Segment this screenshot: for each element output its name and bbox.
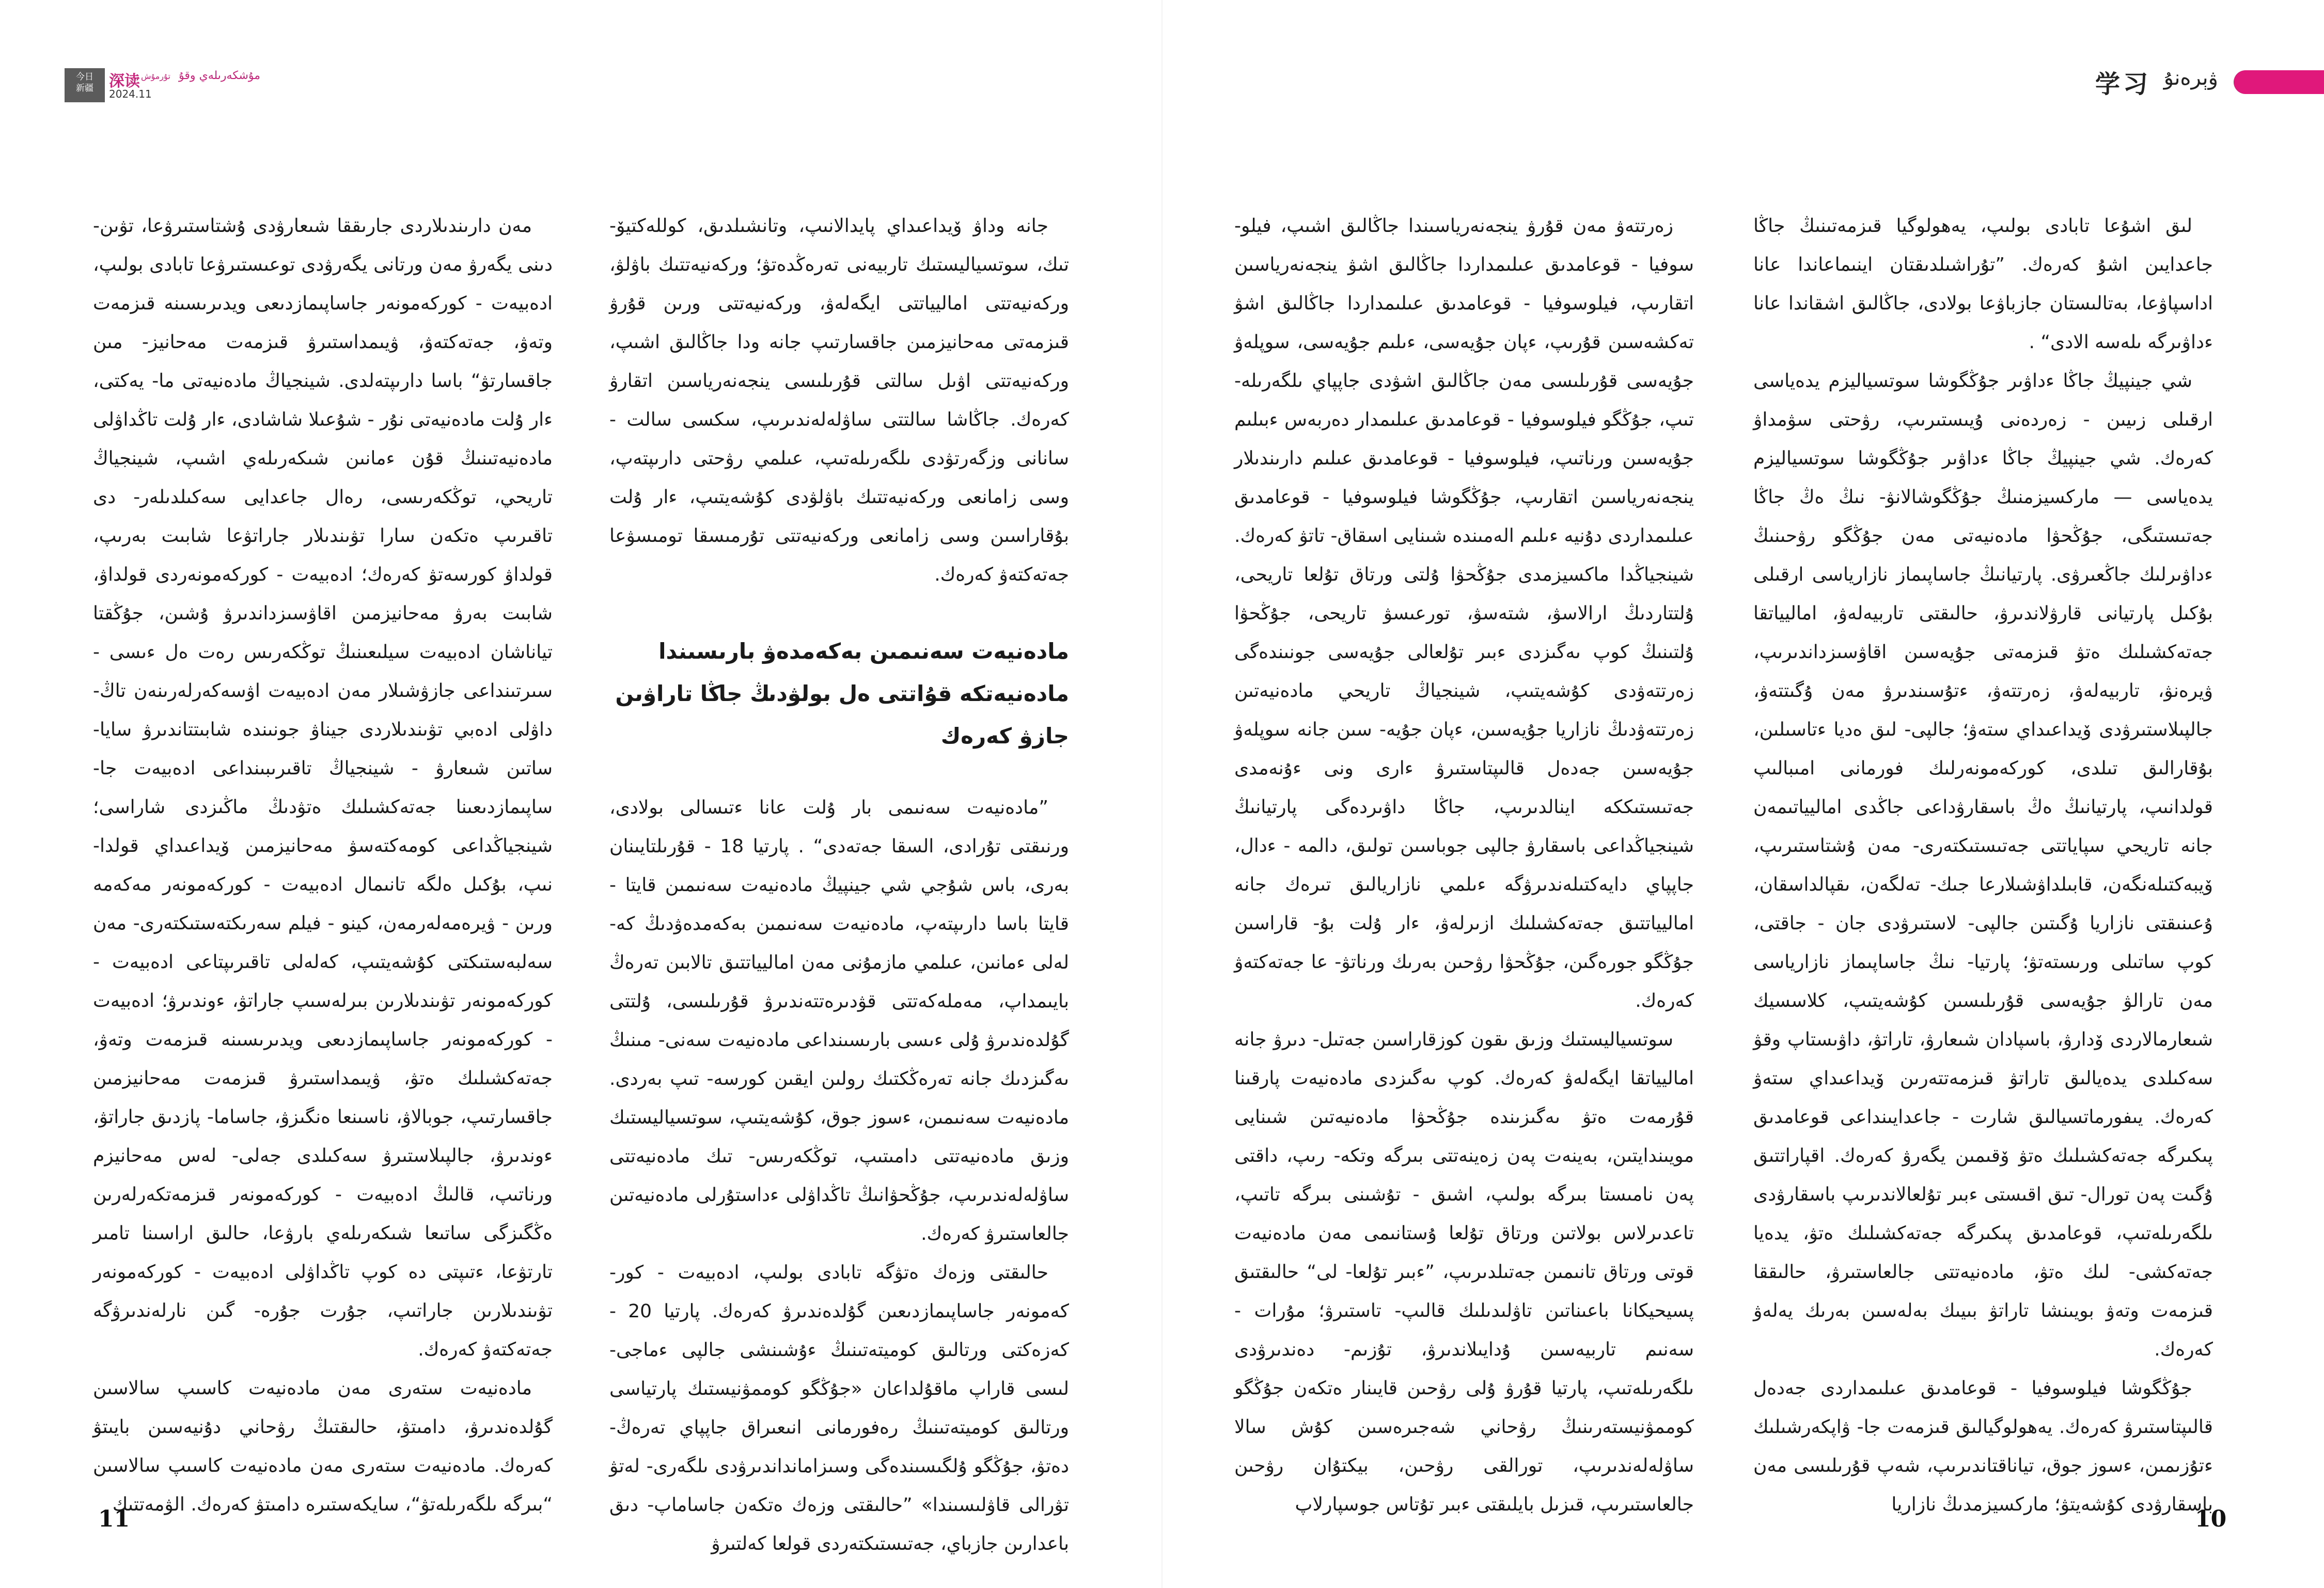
paragraph: مادەنيەت ستەرى مەن مادەنيەت كاسىپ سالاسىن گۇلدەندىرۋ، دامىتۋ، حالىقتىڭ رۋحاني دۇنيەسىن بايىتۋ كەرەك. مادەنيەت ستەرى مەن مادەنيەت كاسىپ سالاسىن “بىرگە ىلگەرىلەتۋ“، سايكەستىرە دامىتۋ كەرەك. الۋمەتتىك xyxy=(93,1378,553,1515)
page-number-left: 11 xyxy=(98,1506,130,1532)
section-title-cn: 深读 xyxy=(109,72,140,90)
magazine-logo xyxy=(65,68,105,102)
text-column-4 xyxy=(93,207,553,1524)
section-title-ug: مۇشكەرىلەي وقۇ xyxy=(179,69,261,82)
text-column-1 xyxy=(1753,207,2213,1524)
paragraph: ”مادەنيەت سەنىمى بار ۇلت عانا ءتىسالى بولادى، ورنىقتى تۇرادى، السقا جەتەدى“ . پارتيا 18 - قۇرىلتايىنان بەرى، باس شۇجي شي جينپيڭ مادەنيەت سەنىمىن قايتا - قايتا باسا دارىپتەپ، مادەنيەت سەنىمىن بەكەمدەۋدىڭ كە- لەلى ءمانىن، عىلمي مازمۇنى مەن اماليياتتىق تالابىن تەرەڭ بايىمداپ، مەملەكەتتى قۋدىرەتتەندىرۋ قۇرىلىسى، ۇلتتى گۇلدەندىرۋ ۇلى ءىسى بارىسىنداعى مادەنيەت سەنى- مىنىڭ ىەگىزدىك جانە تەرەڭكتىك رولىن ايقىن كورسە- تىپ بەردى. مادەنيەت سەنىمىن، ءسوز جوق، كۇشەيتىپ، سوتسياليستىك وزىق مادەنيەتتى دامىتىپ، توڭكەرىس- تىك مادەنيەتتى ساۋلەلەندىرىپ، جۇڭحۋانىڭ تاڭداۋلى ءداستۇرلى مادەنيەتىن جالعاستىرۋ كەرەك. xyxy=(609,797,1069,1244)
paragraph: زەرتتەۋ مەن قۇرۋ ينجەنەرياسىندا جاڭالىق اشىپ، فيلو- سوفيا - قوعامدىق عىلىمداردا جاڭالىق اشۋ ينجەنەرياسىن اتقارىپ، فيلوسوفيا - قوعامدىق عىلىمداردا جاڭالىق اشۋ تەكشەسىن قۇرىپ، ءپان جۇيەسى، ءىلىم جۇيەسى، سوپلەۋ جۇيەسى قۇرىلىسى مەن جاڭالىق اشۋدى جاپپاي ىلگەرىلە- تىپ، جۇڭگو فيلوسوفيا - قوعامدىق عىلىمدار دەربەس ءبىلىم جۇيەسىن ورناتىپ، فيلوسوفيا - قوعامدىق عىلىم دارىندىلار ينجەنەرياسىن اتقارىپ، جۇڭگوشا فيلوسوفيا - قوعامدىق عىلىمداردى دۇنيە ءىلىم الەمىندە شىنايى اسقاق- تاتۋ كەرەك. شينجياڭدا ماكسيزمدى جۇڭحۋا ۇلتى ورتاق تۇلعا تاريحى، ۇلتتاردىڭ ارالاسۋ، شتەسۋ، تورعىسۋ تاريحى، جۇڭحۋا ۇلتىنىڭ كوپ ىەگىزدى ءبىر تۇلعالى جۇيەسى جونىندەگى زەرتتەۋدى كۇشەيتىپ، شينجياڭ تاريحي مادەنيەتىن زەرتتەۋدىڭ نازاريا جۇيەسىن، ءپان جۇيە- سىن جانە سوپلەۋ جۇيەسىن جەدەل قالىپتاستىرۋ ءارى ونى ءۇنەمدى جەتىستىككە اينالدىرىپ، جاڭا داۋىردەگى پارتيانىڭ شينجياڭداعى باسقارۋ جالپى جوباسىن تولىق، دالمە - ءدال، جاپپاي دايەكتىلەندىرۋگە ءىلمي نازاريالىق تىرەك جانە اماليياتتىق جەتەكشىلىك ازىرلەۋ، ءار ۇلت بۇ- قاراسىن جۇڭگو جورەگىن، جۇڭحۋا رۋحىن بەرىك ورناتۋ- عا جەتەكتەۋ كەرەك. xyxy=(1234,215,1694,1011)
left-page-header xyxy=(65,68,292,104)
section-title-small: تۇرمۇش xyxy=(141,71,170,81)
logo-line-1: 今日 xyxy=(76,72,93,82)
section-heading: مادەنيەت سەنىمىن بەكەمدەۋ بارىسىندا مادەنيەتكە قۇاتتى ەل بولۋدىڭ جاڭا تاراۋىن جازۋ كەرەك xyxy=(615,639,1069,749)
right-page-header xyxy=(2014,62,2324,98)
logo-line-2: 新疆 xyxy=(76,83,93,94)
section-color-tab xyxy=(2234,70,2324,94)
section-label-cn: 学习 xyxy=(2095,70,2151,99)
section-label-ug: ۋېرەنۇ xyxy=(2163,66,2218,90)
issue-date: 2024.11 xyxy=(109,88,152,100)
paragraph: حالىقتى وزەك ەتۋگە تابادى بولىپ، ادەبيەت - كور- كەمونەر جاساپىمازدىعىن گۇلدەندىرۋ كەرەك. پارتيا 20 - كەزەكتى ورتالىق كوميتەتىنىڭ ءۇشىنشى جالپى ءماجى- لىسى قاراپ ماقۇلداعان «جۇڭگو كوممۋنيستىك پارتياسى ورتالىق كوميتەتىنىڭ رەفورمانى انىعىراق جاپپاي تەرەڭ- دەتۋ، جۇڭگو ۇلگىسىندەگى وسىزامانداندىرۋدى ىلگەرى- لەتۋ تۋرالى قاۋلىسىندا» ”حالىقتى وزەك ەتكەن جاساماپ- دىق باعدارىن جازباي، جەتىستىكتەردى قولعا كەلتىرۋ xyxy=(609,1262,1069,1554)
text-column-2 xyxy=(1234,207,1694,1524)
page-gutter xyxy=(1161,0,1163,1588)
paragraph: لىق اشۇعا تابادى بولىپ، يەھولوگيا قىزمەتىنىڭ جاڭا جاعدايىن اشۇ كەرەك. ”تۇراشىلدىقتان اينىماعاندا عانا اداسپاۋعا، بەتالىستان جازباۋعا بولادى، جاڭالىق اشقاندا عانا ءداۋىرگە ىلەسە الادى“ . xyxy=(1753,215,2213,353)
text-column-3 xyxy=(609,207,1069,1563)
paragraph: جانە وداۋ ۆيداعىداي پايدالانىپ، وتانشىلدىق، كوللەكتيۆ- تىك، سوتسياليستىك تاربيەنى تەرەڭدەتۋ؛ وركەنيەتتىك باۋلۋ، وركەنيەتتى اماليياتتى ايگەلەۋ، وركەنيەتتى ورىن قۇرۋ قىزمەتى مەحانيزمىن جاقسارتىپ جانە ودا جاڭالىق اشىپ، وركەنيەتتى اۋىل سالتى قۇرىلىسى ينجەنەرياسىن اتقارۋ كەرەك. جاڭاشا سالتتى ساۋلەلەندىرىپ، سكسى سالت - سانانى وزگەرتۋدى ىلگەرىلەتىپ، عىلمي رۋحتى دارىپتەپ، وسى زامانعى وركەنيەتتىك باۋلۋدى كۇشەيتىپ، ءار ۇلت بۇقاراسىن وسى زامانعى وركەنيەتتى تۇرمىسقا تومىسۋعا جەتەكتەۋ كەرەك. xyxy=(609,215,1069,585)
page-number-right: 10 xyxy=(2195,1506,2227,1532)
paragraph: مەن دارىندىلاردى جارىققا شىعارۋدى ۇشتاستىرۋعا، تۋىن- دىنى يگەرۋ مەن ورتانى يگەرۋدى توعىستىرۋعا تابادى بولىپ، ادەبيەت - كوركەمونەر جاساپىمازدىعى ويدىرىسىنە قىزمەت وتەۋ، جەتەكتەۋ، ۋيىمداستىرۋ قىزمەت مەحانيز- مىن جاقسارتۋ“ باسا دارىپتەلدى. شينجياڭ مادەنيەتى ما- يەكتى، ءار ۇلت مادەنيەتى نۇر - شۇعىلا شاشادى، ءار ۇلت تاڭداۋلى مادەنيەتىنىڭ قۇن ءمانىن شىكەرىلەي اشىپ، شينجياڭ تاريحي، توڭكەرىسى، رەال جاعدايى سەكىلدىلەر- دى تاقىرىپ ەتكەن سارا تۋىندىلار جاراتۋعا شابىت بەرىپ، قولداۋ كورسەتۋ كەرەك؛ ادەبيەت - كوركەمونەردى قولداۋ، شابىت بەرۋ مەحانيزمىن اقاۋسىزداندىرۋ ۇشىن، جۇڭقتا تياناشان ادەبيەت سيلىعىنىڭ توڭكەرىس رەت ەل ءىسى - سىرتىنداعى جازۋشىلار مەن ادەبيەت اۋسەكەرلەرىنەن تاڭ- داۋلى ادەبي تۋىندىلاردى جيناۋ جونىندە شابىتتاندىرۋ سايا- ساتىن شىعارۋ - شينجياڭ تاقىرىبىنداعى ادەبيەت جا- ساپىمازدىعىنا جەتەكشىلىك ەتۋدىڭ ماڭىزدى شاراسى؛ شينجياڭداعى كومەكتەسۋ مەحانيزمىن ۆيداعىداي قولدا- نىپ، بۇكىل ەلگە تانىمال ادەبيەت - كوركەمونەر مەكەمە ورىن - ۋيرەمەلەرمەن، كينو - فيلم سەرىكتەستىكتەرى- مەن سەلبەستىكتى كۇشەيتىپ، كەلەلى تاقىرىپتاعى ادەبيەت - كوركەمونەر تۋىندىلارىن بىرلەسىپ جاراتۋ، ءوندىرۋ؛ ادەبيەت - كوركەمونەر جاساپىمازدىعى ويدىرىسىنە قىزمەت وتەۋ، جەتەكشىلىك ەتۋ، ۋيىمداستىرۋ قىزمەت مەحانيزمىن جاقسارتىپ، جوبالاۋ، ناسىنعا ەنگىزۋ، جاساما- پازدىق جاراتۋ، ءوندىرۋ، جالپىلاستىرۋ سەكىلدى جەلى- لەس مەحانيزم ورناتىپ، قالىڭ ادەبيەت - كوركەمونەر قىزمەتكەرلەرىن ەڭگىزگى ساتىعا شىكەرىلەي بارۋعا، حالىق اراسىنا تامىر تارتۋعا، ءتىپتى دە كوپ تاڭداۋلى ادەبيەت - كوركەمونەر تۋىندىلارىن جاراتىپ، جۇرت جۇرە- گىن نارلەندىرۋگە جەتەكتەۋ كەرەك. xyxy=(93,215,553,1360)
paragraph: سوتسياليستىك وزىق ىقون كوزقاراسىن جەتىل- دىرۋ جانە اماليياتقا ايگەلەۋ كەرەك. كوپ ىەگىزدى مادەنيەت پارقىنا قۇرمەت ەتۋ ىەگىزىندە جۇڭحۋا مادەنيەتىن شىنايى مويىندايتىن، بەينەت پەن زەينەتتى بىرگە وتكە- رىپ، داقتى پەن نامىستا بىرگە بولىپ، اشىق - تۇشىنى بىرگە تاتىپ، تاعدىرلاس بولاتىن ورتاق تۇلعا ۇستانىمى مەن مادەنيەت قوتى ورتاق تانىمىن جەتىلدىرىپ، ”ءبىر تۇلعا- لى“ حالىقتىق پسيحيكانا باعىناتىن تاۋلىدىلىك قالىپ- تاستىرۋ؛ مۇرات - سەنىم تاربيەسىن ۇدايىلاندىرۋ، تۇزىم- دەندىرۋدى ىلگەرىلەتىپ، پارتيا قۇرۋ ۇلى رۋحىن قايىنار ەتكەن جۇڭگو كوممۋنيستەرىنىڭ رۋحاني شەجىرەسىن كۇش سالا ساۋلەلەندىرىپ، تورالقى رۋحىن، بيكتۇان رۋحىن جالعاستىرىپ، قىزىل بايلىقتى ءبىر تۇتاس جوسپارلاپ xyxy=(1234,1029,1694,1515)
paragraph: جۇڭگوشا فيلوسوفيا - قوعامدىق عىلىمداردى جەدەل قالىپتاستىرۋ كەرەك. يەھولوگيالىق قىزمەت جا- ۋاپكەرشىلىك ءتۇزىمىن، ءسوز جوق، تياناقتاندىرىپ، شەپ قۇرىلىسى مەن باسقارۋدى كۇشەيتۋ؛ ماركسيزمدىڭ نازاريا xyxy=(1753,1378,2213,1515)
paragraph: شي جينپيڭ جاڭا ءداۋىر جۇڭگوشا سوتسياليزم يدەياسى ارقىلى زىيىن - زەردەنى ۇيىستىرىپ، رۋحتى سۋمداۋ كەرەك. شي جينپيڭ جاڭا ءداۋىر جۇڭگوشا سوتسياليزم يدەياسى — ماركسيزمنىڭ جۇڭگوشالانۋ- نىڭ ەڭ جاڭا جەتىستىگى، جۇڭحۋا مادەنيەتى مەن جۇڭگو رۋحىنىڭ ءداۋىرلىك جاڭعىرۋى. پارتيانىڭ جاساپىماز نازارياسى ارقىلى بۇكىل پارتيانى قارۋلاندىرۋ، حالىقتى تاربيەلەۋ، اماليياتقا جەتەكشىلىك ەتۋ قىزمەتى جۇيەسىن اقاۋسىزداندىرىپ، ۋيرەنۋ، تاربيەلەۋ، زەرتتەۋ، ءتۇسىندىرۋ مەن ۇگىتتەۋ، جالپىلاستىرۋدى ۆيداعىداي ستەۋ؛ جالپى- لىق ەديا ءتاسىلىن، بۇقارالىق تىلدى، كوركەمونەرلىك فورمانى امىبالىپ قولدانىپ، پارتيانىڭ ەڭ باسقارۋداعى جاڭدى اماليياتىمەن جانە تاريحي سپاياتتى جەتىستىكتەرى- مەن ۇشتاستىرىپ، ۆيبەكتىلەنگەن، قابىلداۋشىلارعا جىك- تەلگەن، ىقپالداسقان، ۇعىنىقتى نازاريا ۇگىتىن جالپى- لاستىرۋدى جان - جاقتى، كوپ ساتىلى ورىستەتۋ؛ پارتيا- نىڭ جاساپىماز نازارياسى مەن تارالۋ جۇيەسى قۇرىلىسىن كۇشەيتىپ، كلاسسيك شىعارمالاردى ۆدارۋ، باسپادان شىعارۋ، تاراتۋ، داۋىستاپ وقۋ سەكىلدى يدەيالىق تاراتۋ قىزمەتتەرىن ۆيداعىداي ستەۋ كەرەك. يىفورماتسيالىق شارت - جاعدايىنداعى قوعامدىق پىكىرگە جەتەكشىلىك ەتۋ ۆقىمىن يگەرۋ كەرەك. اقپاراتتىق ۇگىت پەن تورال- تىق اقىستى ءبىر تۇلعالاندىرىپ باسقارۋدى ىلگەرىلەتىپ، قوعامدىق پىكىرگە جەتەكشىلىك ەتۋ، يدەيا جەتەكشى- لىك ەتۋ، مادەنيەتتى جالعاستىرۋ، حالىققا قىزمەت وتەۋ بويىنشا تاراتۋ بىيىك بەلەسىن بەرىك يەلەۋ كەرەك. xyxy=(1753,370,2213,1360)
